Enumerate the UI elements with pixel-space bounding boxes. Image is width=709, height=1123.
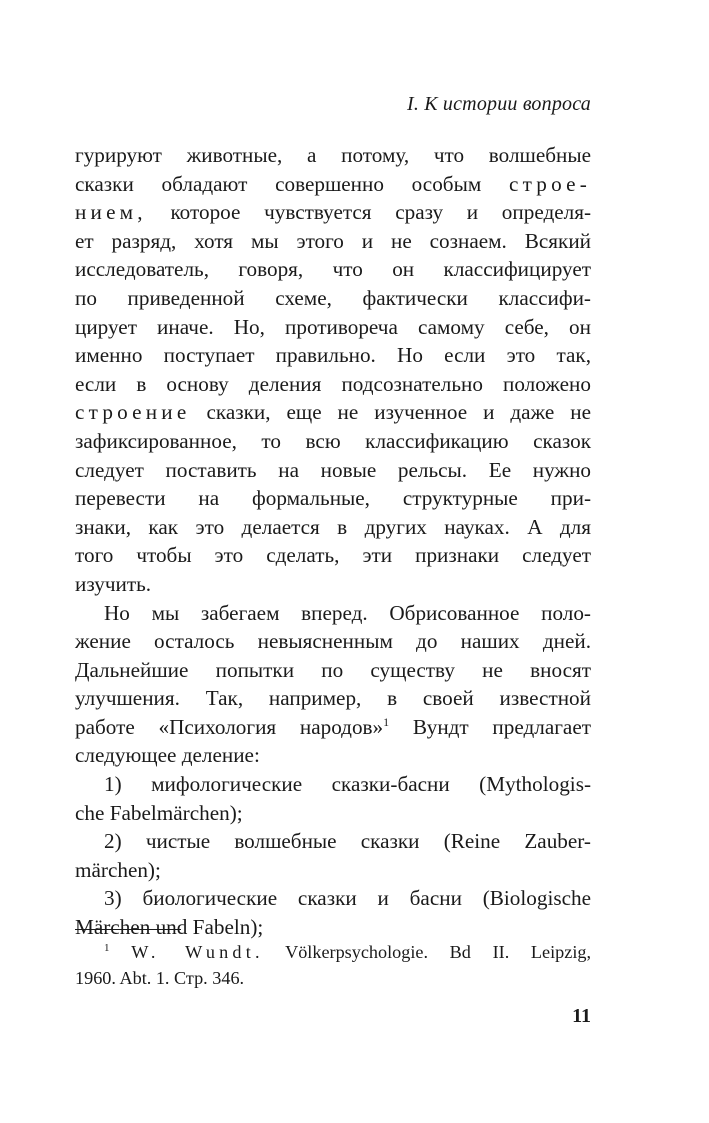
text-line: если в основу деления подсознательно положено [75, 371, 591, 396]
text-line [75, 198, 591, 227]
paragraph [75, 599, 591, 771]
footnote-line [75, 939, 591, 965]
text-line: 3) биологические сказки и басни (Biologische [104, 886, 591, 911]
text-span: работе «Психология народов» [75, 714, 384, 739]
body-text [75, 141, 591, 942]
text-line [75, 170, 591, 199]
spaced-emphasis: нием, [75, 200, 147, 225]
text-line: цирует иначе. Но, противореча самому себе, он [75, 314, 591, 339]
text-line: знаки, как это делается в других науках. А для [75, 514, 591, 539]
spaced-emphasis: строение [75, 400, 191, 425]
text-span: Вундт предлагает [389, 714, 591, 739]
text-line: che Fabelmärchen); [75, 800, 243, 825]
text-line: того чтобы это сделать, эти признаки следует [75, 543, 591, 568]
text-line: перевести на формальные, структурные при- [75, 486, 591, 511]
text-line: жение осталось невыясненным до наших дней. [75, 629, 591, 654]
text-line: улучшения. Так, например, в своей известной [75, 686, 591, 711]
text-line: исследователь, говоря, что он классифицирует [75, 257, 591, 282]
text-span: сказки, еще не изученное и даже не [206, 400, 592, 425]
spaced-emphasis: строе- [508, 171, 592, 196]
text-line: следует поставить на новые рельсы. Ее нужно [75, 457, 591, 482]
text-line: ет разряд, хотя мы этого и не сознаем. Всякий [75, 228, 591, 253]
text-span: которое чувствуется сразу и определя- [170, 200, 591, 225]
text-line: изучить. [75, 571, 152, 596]
list-item [75, 884, 591, 941]
text-span: Völkerpsychologie. Bd II. Leipzig, [285, 942, 592, 962]
text-line: 1) мифологические сказки-басни (Mythologis- [104, 772, 591, 797]
page-number: 11 [572, 1005, 591, 1027]
spaced-emphasis: W. Wundt. [131, 942, 264, 962]
text-line [75, 398, 591, 427]
text-line: зафиксированное, то всю классификацию сказок [75, 428, 591, 453]
text-line: märchen); [75, 857, 161, 882]
text-line [75, 713, 591, 742]
text-line: Но мы забегаем вперед. Обрисованное поло- [104, 600, 591, 625]
list-item [75, 827, 591, 884]
footnote-line: 1960. Abt. 1. Стр. 346. [75, 968, 245, 988]
text-span: сказки обладают совершенно особым [75, 171, 482, 196]
book-page [75, 0, 591, 1123]
list-item [75, 770, 591, 827]
footnote [75, 939, 591, 991]
running-head: I. К истории вопроса [406, 93, 591, 115]
text-line: гурируют животные, а потому, что волшебные [75, 143, 591, 167]
text-line: Дальнейшие попытки по существу не вносят [75, 657, 591, 682]
text-line: 2) чистые волшебные сказки (Reine Zauber- [104, 829, 591, 854]
paragraph-continued [75, 141, 591, 599]
footnote-divider [75, 929, 181, 930]
text-line: следующее деление: [75, 743, 260, 768]
text-line: Märchen und Fabeln); [75, 915, 264, 940]
footnote-reference[interactable]: 1 [383, 714, 390, 729]
footnote-marker: 1 [104, 942, 110, 954]
text-line: именно поступает правильно. Но если это так, [75, 343, 591, 368]
text-line: по приведенной схеме, фактически классифи- [75, 285, 591, 310]
